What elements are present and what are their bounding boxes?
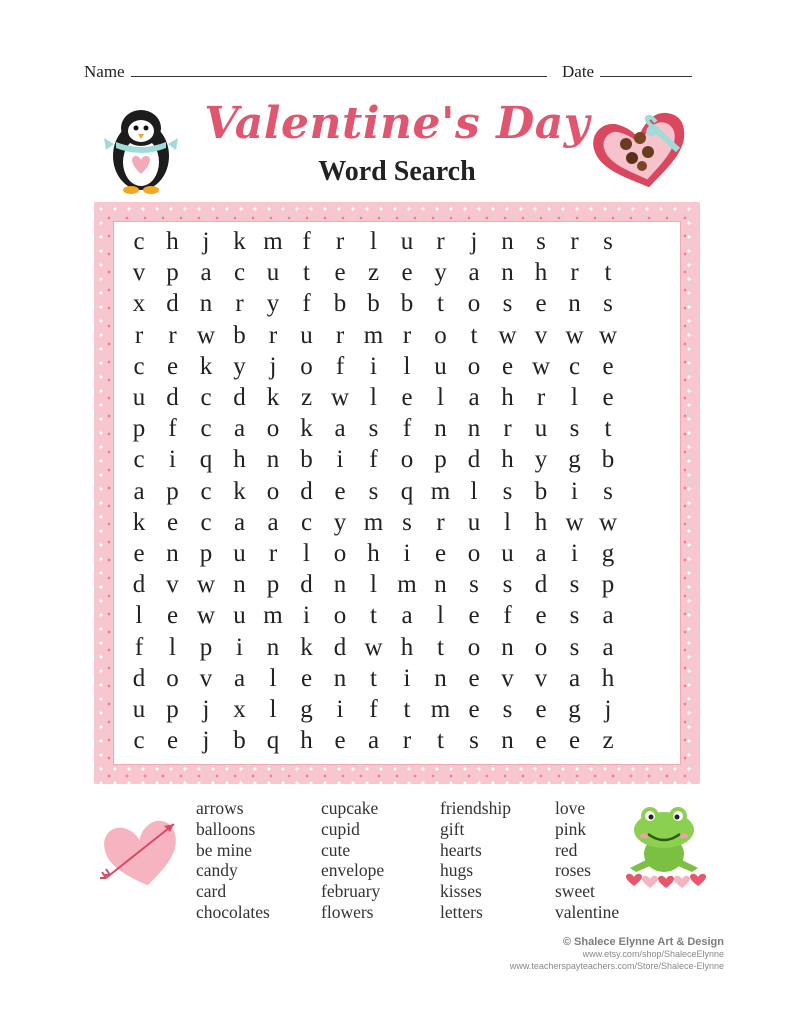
grid-letter: e — [535, 696, 547, 723]
word-item: kisses — [440, 881, 482, 902]
grid-letter: c — [568, 352, 581, 380]
grid-letter: e — [535, 602, 547, 630]
grid-letter: t — [604, 259, 612, 287]
grid-letter: p — [166, 259, 179, 287]
word-item: balloons — [196, 818, 256, 839]
grid-letter: p — [434, 446, 447, 474]
grid-letter: e — [334, 259, 346, 287]
heart-arrow-icon — [100, 812, 182, 890]
grid-letter: a — [133, 477, 145, 505]
grid-letter: u — [132, 384, 146, 411]
grid-letter: r — [268, 321, 278, 349]
grid-letter: t — [604, 415, 612, 443]
grid-letter: e — [166, 727, 179, 755]
grid-letter: l — [470, 477, 478, 505]
grid-letter: h — [534, 508, 548, 536]
grid-letter: c — [200, 384, 212, 411]
grid-letter: i — [336, 696, 344, 723]
grid-letter: e — [501, 352, 514, 380]
grid-letter: b — [400, 290, 414, 318]
grid-letter: e — [166, 508, 179, 536]
grid-letter: a — [401, 602, 413, 630]
grid-letter: d — [534, 571, 548, 599]
grid-letter: d — [132, 571, 146, 599]
grid-letter: z — [367, 259, 380, 287]
grid-letter: e — [166, 352, 179, 380]
grid-letter: a — [200, 259, 212, 287]
grid-letter: b — [300, 446, 313, 474]
grid-letter: j — [604, 696, 612, 723]
grid-letter: l — [169, 633, 176, 661]
grid-letter: y — [333, 508, 347, 536]
grid-letter: w — [364, 633, 383, 661]
grid-letter: u — [467, 508, 481, 536]
grid-letter: b — [233, 321, 246, 349]
grid-letter: e — [602, 352, 614, 380]
grid-letter: t — [437, 633, 444, 661]
grid-letter: e — [468, 664, 480, 692]
grid-letter: n — [233, 571, 246, 599]
frog-icon — [620, 802, 708, 890]
grid-letter: o — [467, 633, 481, 661]
grid-letter: e — [401, 259, 413, 287]
credits — [510, 936, 724, 972]
grid-letter: c — [200, 508, 212, 536]
word-item: hugs — [440, 860, 474, 881]
grid-letter: s — [502, 290, 513, 318]
grid-letter: a — [267, 508, 279, 536]
grid-letter: a — [468, 259, 480, 287]
grid-letter: u — [266, 259, 280, 287]
grid-letter: y — [534, 446, 548, 474]
grid-letter: l — [571, 384, 578, 411]
grid-letter: l — [370, 228, 377, 255]
date-field — [562, 60, 692, 82]
grid-letter: n — [501, 727, 514, 755]
grid-letter: n — [467, 415, 481, 443]
grid-letter: t — [470, 321, 478, 349]
word-item: sweet — [555, 881, 595, 902]
grid-letter: f — [335, 352, 345, 380]
grid-letter: p — [601, 571, 615, 599]
grid-letter: o — [333, 602, 347, 630]
penguin-icon — [100, 104, 182, 196]
grid-letter: n — [501, 228, 514, 255]
grid-letter: s — [603, 228, 613, 255]
grid-letter: s — [536, 228, 546, 255]
grid-letter: t — [437, 290, 444, 318]
grid-letter: o — [467, 352, 481, 380]
grid-letter: a — [535, 540, 547, 567]
grid-letter: h — [400, 633, 414, 661]
grid-letter: c — [200, 415, 212, 443]
grid-letter: u — [300, 321, 313, 349]
grid-letter: i — [403, 664, 411, 692]
grid-letter: b — [333, 290, 347, 318]
grid-letter: o — [300, 352, 313, 380]
grid-letter: k — [300, 415, 313, 443]
grid-letter: f — [402, 415, 412, 443]
credit-url-tpt: www.teacherspayteachers.com/Store/Shalece-Elynne — [509, 961, 724, 971]
grid-letter: f — [302, 290, 311, 318]
grid-letter: k — [199, 352, 213, 380]
grid-letter: m — [363, 321, 384, 349]
grid-letter: j — [202, 727, 210, 755]
grid-letter: b — [367, 290, 380, 318]
grid-letter: d — [233, 384, 246, 411]
grid-letter: e — [401, 384, 413, 411]
grid-letter: x — [132, 290, 146, 318]
grid-letter: m — [430, 696, 451, 723]
grid-letter: z — [300, 384, 313, 411]
word-item: hearts — [440, 839, 482, 860]
grid-letter: j — [470, 228, 478, 255]
grid-letter: e — [535, 290, 547, 318]
grid-letter: r — [402, 321, 412, 349]
grid-letter: h — [233, 446, 246, 474]
word-item: candy — [196, 860, 238, 881]
grid-letter: s — [402, 508, 412, 536]
credit-author: © Shalece Elynne Art & Design — [562, 936, 724, 948]
date-label: Date — [562, 62, 595, 81]
word-item: envelope — [321, 860, 385, 881]
grid-letter: n — [434, 664, 447, 692]
grid-letter: m — [430, 477, 451, 505]
grid-letter: i — [336, 446, 344, 474]
grid-letter: d — [300, 571, 313, 599]
word-item: love — [555, 798, 586, 818]
grid-letter: p — [132, 415, 146, 443]
grid-letter: k — [300, 633, 313, 661]
grid-letter: e — [568, 727, 581, 755]
credit-url-etsy: www.etsy.com/shop/ShaleceElynne — [582, 949, 724, 959]
grid-letter: y — [233, 352, 246, 380]
grid-letter: k — [233, 477, 246, 505]
grid-letter: y — [434, 259, 447, 287]
grid-letter: k — [266, 384, 280, 411]
word-item: cute — [321, 839, 351, 860]
grid-letter: l — [370, 384, 377, 411]
grid-letter: c — [133, 228, 145, 255]
grid-letter: n — [199, 290, 213, 318]
grid-letter: o — [534, 633, 548, 661]
grid-letter: e — [166, 602, 179, 630]
grid-letter: e — [300, 664, 313, 692]
grid-letter: i — [571, 540, 578, 567]
grid-letter: d — [166, 384, 179, 411]
grid-letter: v — [199, 664, 213, 692]
grid-letter: q — [199, 446, 213, 474]
grid-letter: q — [266, 727, 280, 755]
grid-letter: n — [501, 259, 514, 287]
grid-letter: f — [369, 696, 378, 723]
grid-letter: w — [598, 508, 618, 536]
grid-letter: c — [233, 259, 246, 287]
grid-letter: r — [168, 321, 177, 349]
grid-letter: w — [196, 602, 216, 630]
grid-letter: a — [468, 384, 480, 411]
grid-letter: o — [467, 540, 481, 567]
grid-letter: e — [434, 540, 447, 567]
grid-letter: l — [437, 602, 444, 630]
grid-letter: s — [502, 571, 513, 599]
grid-letter: l — [504, 508, 511, 536]
word-item: flowers — [321, 901, 374, 922]
word-list-column-3 — [440, 798, 511, 923]
grid-letter: s — [368, 415, 379, 443]
grid-letter: e — [535, 727, 547, 755]
grid-letter: o — [166, 664, 179, 692]
date-line — [600, 60, 692, 77]
grid-letter: e — [133, 540, 145, 567]
grid-letter: e — [468, 602, 480, 630]
grid-letter: w — [196, 321, 216, 349]
grid-letter: f — [168, 415, 177, 443]
grid-letter: p — [199, 633, 213, 661]
grid-letter: p — [199, 540, 213, 567]
grid-letter: u — [534, 415, 548, 443]
grid-letter: n — [568, 290, 581, 318]
grid-letter: n — [333, 664, 347, 692]
grid-letter: r — [436, 508, 445, 536]
grid-letter: o — [467, 290, 481, 318]
grid-letter: f — [503, 602, 512, 630]
grid-letter: t — [370, 602, 377, 630]
grid-letter: w — [531, 352, 551, 380]
grid-letter: u — [233, 602, 246, 630]
word-item: pink — [555, 818, 587, 839]
grid-letter: i — [571, 477, 578, 505]
word-list-column-4 — [555, 798, 619, 923]
grid-letter: r — [570, 228, 579, 255]
grid-letter: s — [569, 633, 580, 661]
grid-letter: a — [367, 727, 380, 755]
grid-letter: d — [166, 290, 179, 318]
grid-letter: f — [369, 446, 378, 474]
grid-letter: r — [503, 415, 512, 443]
grid-letter: j — [269, 352, 277, 380]
page-title: Valentine's Day — [204, 98, 590, 149]
grid-letter: a — [602, 633, 614, 661]
grid-letter: d — [333, 633, 347, 661]
grid-letter: m — [363, 508, 384, 536]
grid-letter: c — [300, 508, 313, 536]
grid-letter: d — [132, 664, 146, 692]
grid-letter: i — [236, 633, 243, 661]
grid-letter: o — [434, 321, 447, 349]
grid-letter: w — [196, 571, 216, 599]
word-item: cupid — [321, 818, 360, 839]
grid-letter: n — [501, 633, 514, 661]
grid-letter: s — [603, 477, 613, 505]
grid-letter: w — [598, 321, 618, 349]
word-item: cupcake — [321, 798, 379, 818]
grid-letter: u — [132, 696, 146, 723]
chocolate-box-icon — [592, 104, 692, 194]
word-item: card — [196, 881, 227, 902]
grid-letter: i — [370, 352, 377, 380]
grid-letter: s — [502, 696, 513, 723]
word-item: letters — [440, 901, 483, 922]
grid-letter: n — [266, 633, 280, 661]
grid-letter: s — [368, 477, 379, 505]
grid-letter: v — [132, 259, 146, 287]
grid-letter: c — [200, 477, 212, 505]
grid-letter: n — [166, 540, 179, 567]
grid-letter: q — [400, 477, 414, 505]
grid-letter: u — [233, 540, 246, 567]
grid-letter: r — [570, 259, 579, 287]
grid-letter: r — [268, 540, 278, 567]
grid-letter: g — [601, 540, 615, 567]
grid-letter: g — [568, 446, 581, 474]
name-label: Name — [84, 62, 125, 81]
grid-letter: s — [469, 571, 479, 599]
grid-letter: s — [569, 415, 580, 443]
word-item: friendship — [440, 798, 511, 818]
grid-letter: x — [233, 696, 246, 723]
grid-letter: u — [434, 352, 447, 380]
grid-letter: b — [233, 727, 246, 755]
grid-letter: v — [166, 571, 179, 599]
grid-letter: d — [467, 446, 481, 474]
grid-letter: i — [403, 540, 411, 567]
word-item: arrows — [196, 798, 244, 818]
grid-letter: n — [434, 415, 447, 443]
grid-letter: k — [233, 228, 246, 255]
grid-letter: n — [333, 571, 347, 599]
grid-letter: v — [534, 321, 548, 349]
grid-letter: o — [266, 415, 280, 443]
grid-letter: w — [330, 384, 350, 411]
grid-letter: l — [269, 696, 277, 723]
grid-letter: g — [300, 696, 313, 723]
grid-letter: s — [603, 290, 613, 318]
grid-letter: n — [434, 571, 447, 599]
grid-letter: u — [501, 540, 514, 567]
grid-letter: l — [370, 571, 377, 599]
grid-letter: i — [169, 446, 176, 474]
word-item: roses — [555, 860, 591, 881]
grid-letter: a — [334, 415, 346, 443]
grid-letter: u — [400, 228, 414, 255]
grid-letter: e — [602, 384, 614, 411]
grid-letter: r — [402, 727, 412, 755]
word-item: february — [321, 881, 381, 902]
name-field — [84, 60, 547, 82]
grid-letter: w — [565, 508, 584, 536]
grid-letter: l — [403, 352, 411, 380]
grid-letter: r — [335, 228, 345, 255]
grid-letter: h — [367, 540, 380, 567]
grid-letter: h — [534, 259, 548, 287]
grid-letter: l — [303, 540, 310, 567]
grid-letter: b — [534, 477, 548, 505]
name-line — [131, 60, 547, 77]
grid-letter: h — [166, 228, 179, 255]
grid-letter: t — [403, 696, 411, 723]
grid-letter: d — [300, 477, 313, 505]
grid-letter: r — [536, 384, 546, 411]
grid-letter: i — [303, 602, 310, 630]
grid-letter: h — [601, 664, 615, 692]
grid-letter: s — [502, 477, 513, 505]
grid-letter: k — [132, 508, 146, 536]
grid-letter: b — [601, 446, 615, 474]
word-list-column-2 — [321, 798, 384, 923]
grid-letter: v — [534, 664, 548, 692]
grid-letter: m — [263, 602, 283, 630]
grid-letter: s — [469, 727, 479, 755]
grid-letter: m — [397, 571, 417, 599]
grid-letter: w — [498, 321, 517, 349]
grid-letter: r — [436, 228, 445, 255]
grid-letter: c — [133, 352, 145, 380]
grid-letter: o — [400, 446, 414, 474]
grid-letter: o — [266, 477, 280, 505]
grid-letter: f — [134, 633, 144, 661]
grid-letter: l — [437, 384, 444, 411]
grid-letter: v — [501, 664, 514, 692]
grid-letter: p — [166, 696, 179, 723]
grid-letter: h — [501, 384, 514, 411]
grid-letter: t — [437, 727, 444, 755]
page-subtitle: Word Search — [318, 156, 476, 187]
word-item: be mine — [196, 839, 252, 860]
grid-letter: a — [233, 664, 246, 692]
grid-letter: m — [263, 228, 283, 255]
grid-letter: h — [501, 446, 514, 474]
grid-letter: y — [266, 290, 280, 318]
grid-letter: o — [333, 540, 347, 567]
word-list-column-1 — [196, 798, 270, 923]
grid-letter: t — [303, 259, 310, 287]
grid-letter: f — [302, 228, 311, 255]
grid-letter: z — [602, 727, 614, 755]
grid-letter: r — [134, 321, 144, 349]
grid-letter: a — [233, 508, 246, 536]
grid-letter: w — [565, 321, 584, 349]
grid-letter: c — [133, 446, 145, 474]
grid-letter: l — [135, 602, 143, 630]
grid-letter: c — [133, 727, 145, 755]
word-item: gift — [440, 818, 465, 839]
grid-letter: a — [233, 415, 246, 443]
grid-letter: e — [334, 477, 346, 505]
grid-letter: r — [235, 290, 244, 318]
grid-letter: r — [335, 321, 345, 349]
grid-letter: h — [300, 727, 313, 755]
grid-letter: s — [569, 571, 580, 599]
grid-letter: e — [334, 727, 346, 755]
grid-letter: s — [569, 602, 580, 630]
grid-letter: e — [468, 696, 480, 723]
grid-letter: j — [202, 228, 210, 255]
grid-letter: p — [266, 571, 280, 599]
grid-letter: n — [266, 446, 280, 474]
word-item: red — [555, 839, 578, 860]
grid-letter: p — [166, 477, 179, 505]
word-item: valentine — [555, 901, 620, 922]
grid-letter: t — [370, 664, 377, 692]
grid-letter: a — [602, 602, 614, 630]
grid-letter: j — [202, 696, 210, 723]
grid-letter: a — [568, 664, 581, 692]
word-item: chocolates — [196, 901, 270, 922]
grid-letter: l — [269, 664, 277, 692]
grid-letter: g — [568, 696, 581, 723]
